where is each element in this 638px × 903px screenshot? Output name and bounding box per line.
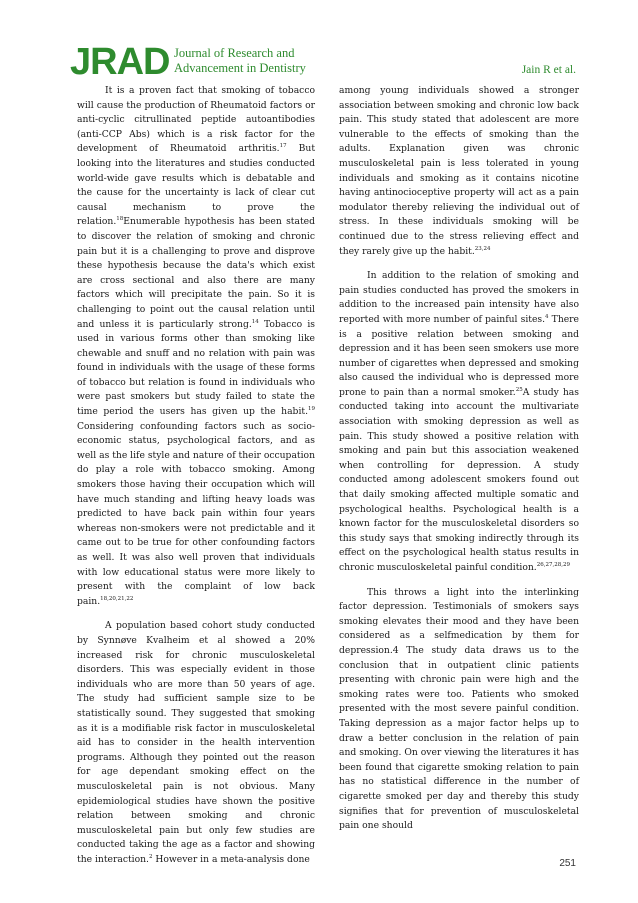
citation: 19 bbox=[308, 406, 315, 412]
running-author: Jain R et al. bbox=[521, 64, 576, 76]
paragraph: This throws a light into the interlinking factor depression. Testimonials of smokers says smoking elevates their mood and they have been considered as a selfmedication by them for depression.4 The study data draws us to the conclusion that in outpatient clinic patients presenting with chronic pain were high and the smoking rates were too. Patients who smoked presented with the most severe painful condition. Taking depression as a major factor helps up to draw a better conclusion in the relation of pain and smoking. On over viewing the literatures it has been found that cigarette smoking relation to pain has no statistical difference in the number of cigarette smoked per day and thereby this study signifies that for prevention of musculoskeletal pain one should bbox=[339, 586, 579, 832]
paragraph: It is a proven fact that smoking of tobacco will cause the production of Rheumatoid factors or anti-cyclic citrullinated peptide autoantibodies (anti-CCP Abs) which is a risk factor for the development of Rheumatoid arthritis.$^{17}$ But looking into the literatures and studies conducted world-wide gave results which is debatable and the cause for the uncertainty is lack of clear cut causal mechanism to prove the relation.$^{18}$Enumerable hypothesis has been stated to discover the relation of smoking and chronic pain but it is a challenging to prove and disprove these hypothesis because the data's which exist are cross sectional and also there are many factors which will precipitate the pain. So it is challenging to point out the causal relation until and unless it is particularly strong.$^{14}$ Tobacco is used in various forms other than smoking like chewable and snuff and no relation with pain was found in individuals with the usage of these forms of tobacco but relation is found in individuals who were past smokers but study failed to state the time period the users has given up the habit.$^{19}$ Considering confounding factors such as socio-economic status, psychological factors, and as well as the life style and nature of their occupation do play a role with tobacco smoking. Among smokers those having their occupation which will have much standing and lifting heavy loads was predicted to have back pain within four years whereas non-smokers were not predictable and it came out to be true for other confounding factors as well. It was also well proven that individuals with low educational status were more likely to present with the complaint of low back pain.$^{18,20,21,22}$ bbox=[77, 85, 316, 607]
page-number: 251 bbox=[559, 858, 576, 869]
citation: 18,20,21,22 bbox=[100, 595, 134, 602]
journal-name-line2: Advancement in Dentistry bbox=[174, 61, 306, 75]
paragraph: In addition to the relation of smoking and pain studies conducted has proved the smokers in addition to the increased pain intensity have also reported with more number of painful sites.$^4$ There is a positive relation between smoking and depression and it has been seen smokers use more number of cigarettes when depressed and smoking also caused the individual who is depressed more prone to pain than a normal smoker.$^{25}$A study has conducted taking into account the multivariate association with smoking depression as well as pain. This study showed a positive relation with smoking and pain but this association weakened when controlling for depression. A study conducted among adolescent smokers found out that daily smoking affected multiple somatic and psychological healths. Psychological health is a known factor for the musculoskeletal disorders so this study says that smoking indirectly through its effect on the psychological health status results in chronic musculoskeletal painful condition.$^{26,27,28,29}$ bbox=[339, 270, 579, 573]
citation: 18 bbox=[116, 216, 124, 223]
citation: 23,24 bbox=[474, 245, 491, 252]
page-header bbox=[70, 41, 576, 84]
citation: 4 bbox=[545, 313, 549, 320]
journal-name-line1: Journal of Research and bbox=[174, 46, 295, 60]
citation: 25 bbox=[515, 386, 523, 393]
paragraph: A population based cohort study conducted by Synnøve Kvalheim et al showed a 20% increased risk for chronic musculoskeletal disorders. This was especially evident in those individuals who are more than 50 years of age. The study had sufficient sample size to be statistically sound. They suggested that smoking as it is a modifiable risk factor in musculoskeletal aid has to consider in the health intervention programs. Although they pointed out the reason for age dependant smoking effect on the musculoskeletal pain is not obvious. Many epidemiological studies have shown the positive relation between smoking and chronic musculoskeletal pain but only few studies are conducted taking the age as a factor and showing the interaction.$^2$ However in a meta-analysis done bbox=[77, 620, 315, 865]
right-column bbox=[339, 84, 579, 844]
citation: 26,27,28,29 bbox=[536, 561, 570, 568]
citation: 17 bbox=[279, 143, 287, 150]
journal-logo: JRAD bbox=[70, 41, 170, 83]
journal-name bbox=[174, 46, 306, 76]
citation: 2 bbox=[148, 853, 153, 860]
paragraph: among young individuals showed a stronger association between smoking and chronic low back pain. This study stated that adolescent are more vulnerable to the effects of smoking than the adults. Explanation given was chronic musculoskeletal pain is less tolerated in young individuals and smoking as it contains nicotine having antinocioceptive property will act as a pain modulator thereby relieving the individual out of stress. In these individuals smoking will be continued due to the stress relieving effect and they rarely give up the habit.$^{23,24}$ bbox=[339, 85, 579, 257]
left-column bbox=[77, 84, 315, 877]
citation: 14 bbox=[251, 318, 259, 325]
